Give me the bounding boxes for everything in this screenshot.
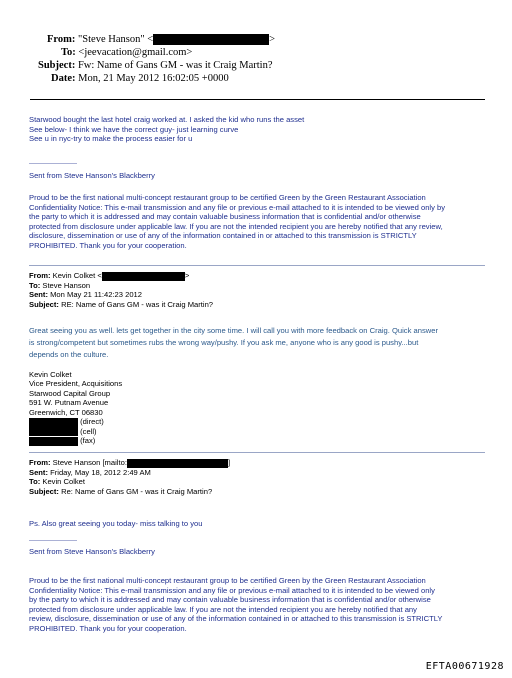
- signature-2: ------------------------ Sent from Steve Hanson's Blackberry: [29, 538, 155, 556]
- msg2-subject: Subject: RE: Name of Gans GM - was it Craig Martin?: [29, 299, 214, 309]
- redaction-box: [127, 459, 228, 468]
- message-body-1: Starwood bought the last hotel craig worked at. I asked the kid who runs the asset See below- I think we have the correct guy- just learning curve See u in nyc-try to make the process easier for u: [29, 115, 305, 144]
- document-id: EFTA00671928: [425, 661, 504, 672]
- message-3-header: [29, 458, 230, 496]
- message-2-body: Great seeing you as well. lets get together in the city some time. I will call you with more feedback on Craig. Quick answer is strong/competent but sometimes rubs the wrong way/pushy. If you ask me, anyone who is any good is pushy...but depends on the culture.: [29, 326, 438, 359]
- msg3-from: From: Steve Hanson [mailto: ]: [29, 458, 231, 467]
- divider-2: [29, 452, 485, 453]
- redaction-box: [153, 34, 269, 45]
- kevin-signature: Kevin Colket Vice President, Acquisitions Starwood Capital Group 591 W. Putnam Avenue Greenwich, CT 06830 (direct) (cell) (fax): [29, 370, 123, 446]
- msg2-sent: Sent: Mon May 21 11:42:23 2012: [29, 290, 143, 300]
- message-3-body: Ps. Also great seeing you today- miss talking to you: [29, 519, 203, 528]
- header-date: Date: Mon, 21 May 2012 16:02:05 +0000: [51, 73, 229, 84]
- phone-direct: (direct): [29, 417, 122, 427]
- msg3-sent: Sent: Friday, May 18, 2012 2:49 AM: [29, 467, 151, 477]
- header-from: From: "Steve Hanson" < >: [47, 34, 276, 45]
- header-to: To: <jeevacation@gmail.com>: [61, 47, 193, 58]
- msg3-subject: Subject: Re: Name of Gans GM - was it Craig Martin?: [29, 486, 213, 496]
- message-2-header: [29, 271, 213, 309]
- divider-1: [29, 265, 485, 266]
- msg3-to: To: Kevin Colket: [29, 477, 86, 487]
- redaction-box: [29, 418, 78, 427]
- phone-cell: (cell): [29, 427, 122, 437]
- signature-1: ------------------------ Sent from Steve Hanson's Blackberry: [29, 161, 155, 180]
- header-subject: Subject: Fw: Name of Gans GM - was it Craig Martin?: [38, 60, 273, 71]
- redaction-box: [29, 437, 78, 446]
- redaction-box: [29, 427, 78, 436]
- disclaimer-1: Proud to be the first national multi-concept restaurant group to be certified Green by the Green Restaurant Association Confidentiality Notice: This e-mail transmission and any file or previous e-mail attached to it is intended to be viewed only by the party to which it is addressed and may contain valuable business information that is confidential and/or otherwise protected from disclosure under applicable law. If you are not the intended recipient you are hereby notified that any review, disclosure, dissemination or use of any of the information contained in or attached to this transmission is STRICTLY PROHIBITED. Thank you for your cooperation.: [29, 193, 446, 250]
- redaction-box: [102, 272, 185, 281]
- disclaimer-2: Proud to be the first national multi-concept restaurant group to be certified Green by the Green Restaurant Association Confidentiality Notice: This e-mail transmission and any file or previous e-mail attached to it is intended to be viewed only by the party to which it is addressed and may contain valuable business information that is confidential and/or otherwise protected from disclosure under applicable law. If you are not the intended recipient you are hereby notified that any review, disclosure, dissemination or use of any of the information contained in or attached to this transmission is STRICTLY PROHIBITED. Thank you for your cooperation.: [29, 576, 443, 633]
- phone-fax: (fax): [29, 436, 122, 446]
- header-divider: [30, 99, 485, 100]
- msg2-from: From: Kevin Colket < >: [29, 271, 190, 280]
- msg2-to: To: Steve Hanson: [29, 280, 91, 290]
